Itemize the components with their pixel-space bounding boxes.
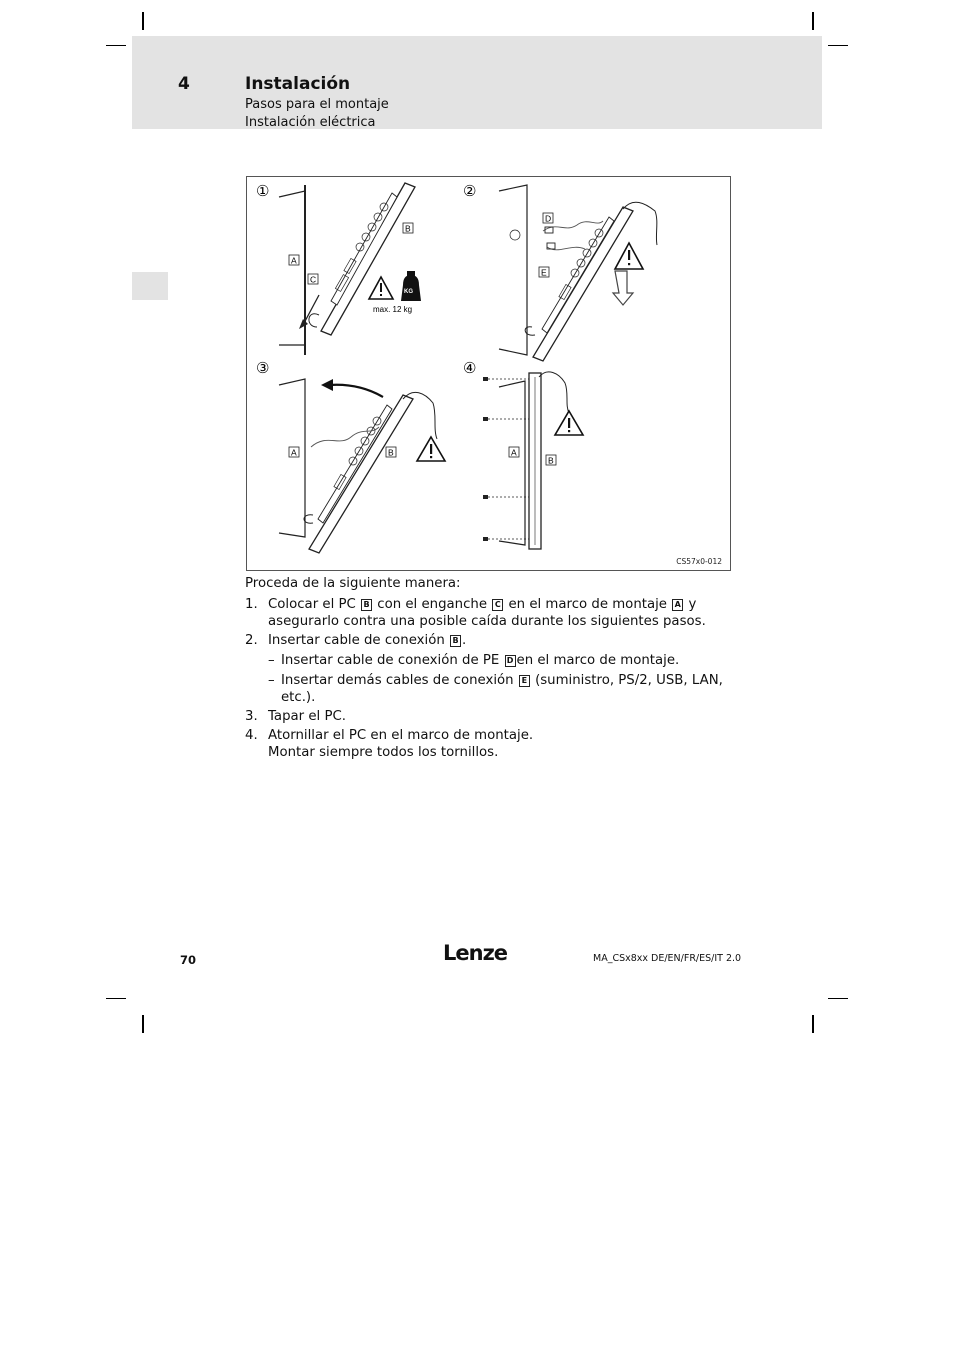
label-c (308, 274, 318, 285)
screw-icon (483, 377, 488, 541)
figure-code: CS57x0-012 (676, 557, 722, 566)
pc-panel (529, 373, 541, 549)
panel-number: ② (463, 183, 477, 200)
label-e (539, 267, 549, 278)
crop-mark (812, 1015, 814, 1033)
label-a: A (672, 599, 683, 611)
header-band (132, 36, 822, 129)
hook-c (309, 314, 319, 327)
label-b (403, 223, 413, 234)
installation-diagram (247, 177, 732, 572)
label-d: D (505, 655, 516, 667)
screw-line (488, 379, 529, 539)
warning-icon (615, 243, 643, 269)
lenze-logo: Lenze (443, 941, 508, 965)
label-e: E (519, 675, 530, 687)
panel-number: ① (256, 183, 270, 200)
sub-step-pe: – Insertar cable de conexión de PE D en el marco de montaje. (268, 653, 680, 668)
crop-mark (828, 45, 848, 46)
label-b (386, 447, 396, 458)
pc-panel (309, 395, 413, 553)
warning-icon (555, 411, 583, 435)
warning-icon (369, 277, 393, 299)
label-a (289, 255, 299, 266)
label-b: B (450, 635, 461, 647)
dash: – (268, 673, 275, 688)
mounting-frame (279, 185, 305, 355)
svg-text:B: B (548, 455, 554, 466)
side-tab (132, 272, 168, 300)
chapter-title: Instalación (245, 74, 351, 94)
step-2: 2. Insertar cable de conexión B . (245, 633, 467, 648)
step-4: 4. Atornillar el PC en el marco de montaje. Montar siempre todos los tornillos. (245, 728, 534, 760)
page-number: 70 (180, 953, 197, 967)
crop-mark (106, 45, 126, 46)
document-id: MA_CSx8xx DE/EN/FR/ES/IT 2.0 (593, 953, 742, 964)
svg-text:E: E (541, 267, 547, 278)
arrow-head-icon (299, 319, 308, 329)
crop-mark (812, 12, 814, 30)
label-c: C (492, 599, 503, 611)
up-arrow-icon (321, 379, 383, 397)
intro-text: Proceda de la siguiente manera: (245, 576, 461, 591)
section-subtitle: Pasos para el montaje (245, 97, 389, 112)
label-a (509, 447, 519, 458)
mounting-frame (279, 379, 313, 537)
svg-text:A: A (291, 255, 297, 266)
panel-number: ③ (256, 360, 270, 377)
svg-text:B: B (405, 223, 411, 234)
label-b: B (361, 599, 372, 611)
crop-mark (142, 1015, 144, 1033)
crop-mark (828, 998, 848, 999)
chapter-number: 4 (178, 74, 190, 94)
step-number: 4. (245, 728, 258, 743)
instruction-list (245, 596, 735, 763)
svg-text:C: C (310, 274, 317, 285)
mounting-frame (499, 185, 535, 355)
label-a (289, 447, 299, 458)
crop-mark (142, 12, 144, 30)
down-arrow-icon (613, 271, 633, 305)
section-subtitle: Instalación eléctrica (245, 115, 376, 130)
step-number: 2. (245, 633, 258, 648)
svg-text:A: A (511, 447, 517, 458)
weight-caption: max. 12 kg (373, 305, 413, 314)
crop-mark (106, 998, 126, 999)
step-1: 1. Colocar el PC B con el enganche C en el marco de montaje A y asegurarlo contra una posible caída durante los siguientes pasos. (245, 597, 706, 629)
svg-text:KG: KG (404, 289, 413, 295)
svg-text:D: D (545, 213, 552, 224)
step-number: 1. (245, 597, 258, 612)
label-b (546, 455, 556, 466)
installation-figure (246, 176, 731, 571)
label-d (543, 213, 553, 224)
dash: – (268, 653, 275, 668)
warning-icon (417, 437, 445, 461)
svg-text:A: A (291, 447, 297, 458)
step-number: 3. (245, 709, 258, 724)
mounting-frame (499, 381, 525, 545)
weight-icon (401, 271, 421, 301)
step-3: 3. Tapar el PC. (245, 709, 346, 724)
svg-text:B: B (388, 447, 394, 458)
sub-step-cables: – Insertar demás cables de conexión E (suministro, PS/2, USB, LAN, etc.). (268, 673, 723, 705)
hand-icon (539, 372, 569, 413)
panel-number: ④ (463, 360, 477, 377)
